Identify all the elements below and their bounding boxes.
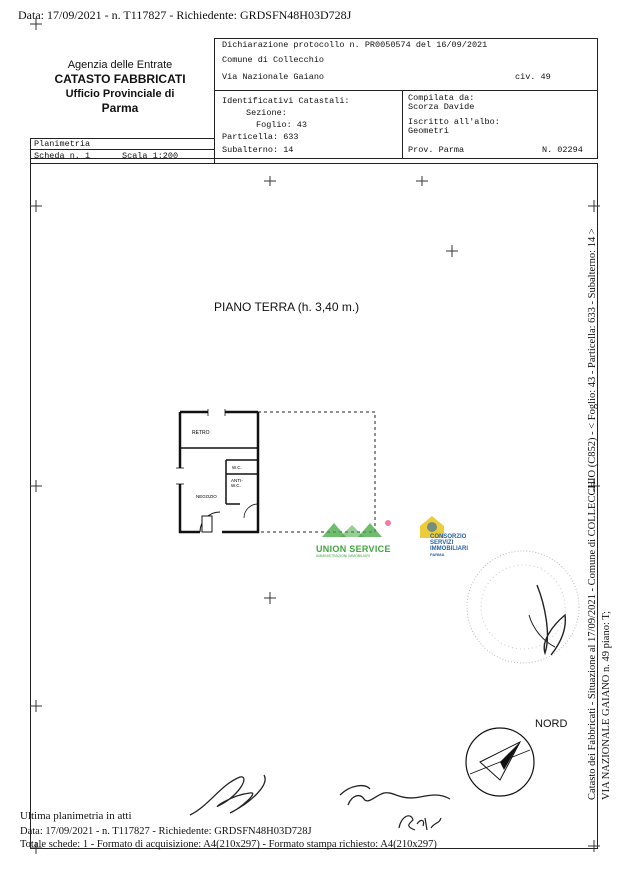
compiled-name: Scorza Davide <box>408 102 475 112</box>
union-service-logo <box>316 517 402 539</box>
compiled-province: Prov. Parma <box>408 145 465 155</box>
consorzio-line1: CONSORZIO <box>430 534 467 540</box>
declaration-address: Via Nazionale Gaiano <box>222 72 325 82</box>
side-text-line2: VIA NAZIONALE GAIANO n. 49 piano: T; <box>601 610 612 800</box>
plan-title: PIANO TERRA (h. 3,40 m.) <box>214 300 360 314</box>
compiled-profession: Geometri <box>408 126 449 136</box>
consorzio-line4: PARMA <box>430 552 445 557</box>
office-line1: Agenzia delle Entrate <box>67 59 173 71</box>
north-arrow-icon <box>460 722 540 802</box>
identifiers-particella: Particella: 633 <box>222 132 299 142</box>
compiled-registered: Iscritto all'albo: <box>408 117 500 127</box>
identifiers-heading: Identificativi Catastali: <box>222 96 350 106</box>
room-retro: RETRO <box>192 430 210 436</box>
office-line4: Parma <box>101 101 139 115</box>
footer-last-plan: Ultima planimetria in atti <box>20 810 132 822</box>
compiled-label: Compilata da: <box>408 93 475 103</box>
office-line2: CATASTO FABBRICATI <box>54 72 186 86</box>
sheet-scala: Scala 1:200 <box>122 151 179 161</box>
room-wc: W.C. <box>232 465 242 470</box>
identifiers-sezione: Sezione: <box>246 108 287 118</box>
room-anti-wc: ANTI-W.C. <box>231 478 243 488</box>
union-service-subtitle: AMMINISTRAZIONI IMMOBILIARI <box>316 554 370 558</box>
consorzio-line2: SERVIZI <box>430 540 454 546</box>
room-negozio: NEGOZIO <box>196 494 217 499</box>
office-line3: Ufficio Provinciale di <box>65 88 175 100</box>
header-data-line: Data: 17/09/2021 - n. T117827 - Richiedente: GRDSFN48H03D728J <box>18 8 352 22</box>
stamp-seal <box>455 545 595 675</box>
initials-signature <box>395 808 445 836</box>
declaration-protocol: Dichiarazione protocollo n. PR0050574 del 16/09/2021 <box>222 40 488 50</box>
identifiers-foglio: Foglio: 43 <box>256 120 308 130</box>
consorzio-line3: IMMOBILIARI <box>430 546 468 552</box>
side-text-line1: Catasto dei Fabbricati - Situazione al 17/09/2021 - Comune di COLLECCHIO (C852) - < Foglio: 43 - Particella: 633 - Subalterno: 14 > <box>587 228 598 800</box>
sheet-planimetria: Planimetria <box>34 139 91 149</box>
compiled-number: N. 02294 <box>542 145 583 155</box>
north-label: NORD <box>535 718 568 730</box>
footer-totals: Totale schede: 1 - Formato di acquisizione: A4(210x297) - Formato stampa richiesto: A4(210x297) <box>20 839 437 850</box>
union-service-title: UNION SERVICE <box>316 544 391 554</box>
union-service-watermark <box>316 517 402 558</box>
footer-data-line: Data: 17/09/2021 - n. T117827 - Richiedente: GRDSFN48H03D728J <box>20 826 312 837</box>
sheet-scheda: Scheda n. 1 <box>34 151 91 161</box>
identifiers-subalterno: Subalterno: 14 <box>222 145 294 155</box>
declaration-comune: Comune di Collecchio <box>222 55 325 65</box>
declaration-civic: civ. 49 <box>515 72 551 82</box>
